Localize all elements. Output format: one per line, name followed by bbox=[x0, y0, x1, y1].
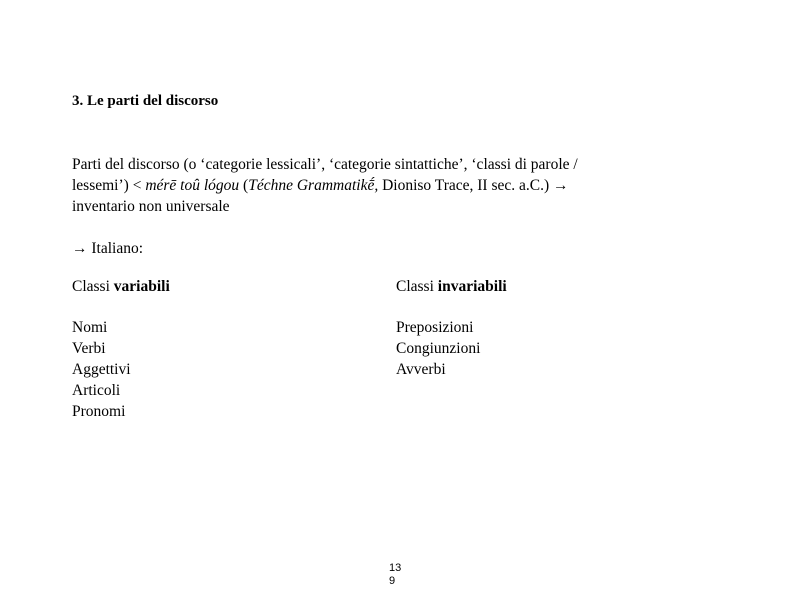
list-item: Congiunzioni bbox=[396, 340, 481, 357]
paragraph-line-3: inventario non universale bbox=[72, 198, 230, 215]
intro-paragraph bbox=[72, 154, 702, 217]
page-number-line-1: 13 bbox=[389, 562, 402, 574]
paragraph-text: Dioniso Trace, II sec. a.C.) → bbox=[378, 177, 569, 194]
invariable-classes-column bbox=[396, 276, 507, 380]
paragraph-text: ( bbox=[239, 177, 249, 194]
list-item: Preposizioni bbox=[396, 319, 474, 336]
variable-classes-column bbox=[72, 276, 170, 422]
section-heading: 3. Le parti del discorso bbox=[72, 93, 219, 109]
page-number-line-2: 9 bbox=[389, 575, 396, 587]
column-title-prefix: Classi bbox=[396, 278, 438, 295]
column-title bbox=[72, 276, 170, 297]
list-item: Verbi bbox=[72, 340, 106, 357]
page-number bbox=[389, 562, 401, 588]
invariable-classes-list bbox=[396, 317, 507, 380]
paragraph-line-2 bbox=[72, 175, 702, 196]
list-item: Nomi bbox=[72, 319, 108, 336]
work-title: Téchne Grammatikḗ, bbox=[248, 177, 379, 194]
paragraph-text: lessemi’) < bbox=[72, 177, 146, 194]
column-title-bold: variabili bbox=[113, 278, 170, 295]
italiano-label: → Italiano: bbox=[72, 240, 144, 257]
variable-classes-list bbox=[72, 317, 170, 422]
column-title bbox=[396, 276, 507, 297]
list-item: Pronomi bbox=[72, 403, 126, 420]
column-title-bold: invariabili bbox=[437, 278, 507, 295]
list-item: Avverbi bbox=[396, 361, 446, 378]
list-item: Articoli bbox=[72, 382, 121, 399]
paragraph-line-1: Parti del discorso (o ‘categorie lessicali’, ‘categorie sintattiche’, ‘classi di parole / bbox=[72, 156, 578, 173]
greek-term: mérē toû lógou bbox=[145, 177, 240, 194]
column-title-prefix: Classi bbox=[72, 278, 114, 295]
list-item: Aggettivi bbox=[72, 361, 131, 378]
